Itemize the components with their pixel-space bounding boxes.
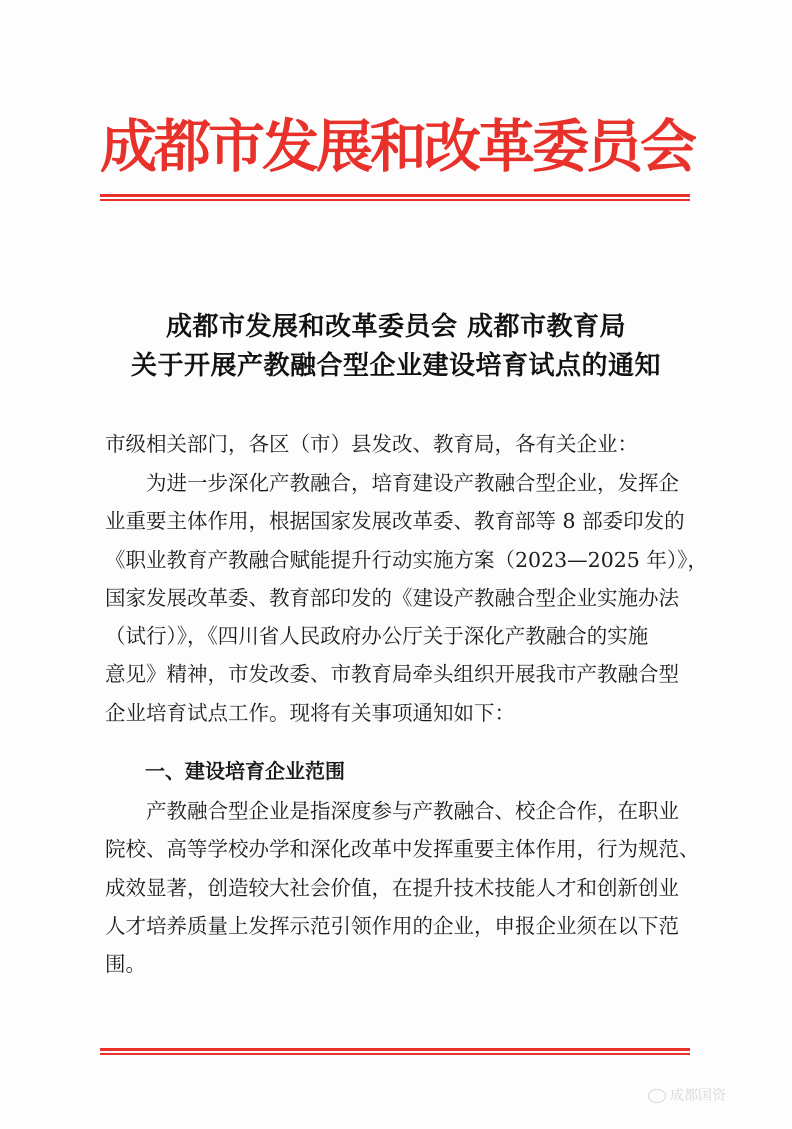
red-rule-thick [100, 194, 690, 197]
intro-line: 国家发展改革委、教育部印发的《建设产教融合型企业实施办法 [105, 585, 679, 610]
document-title-line1: 成都市发展和改革委员会 成都市教育局 [165, 312, 627, 342]
red-rule-thin [100, 199, 690, 201]
section1-paragraph [105, 792, 700, 983]
section1-line: 院校、高等学校办学和深化改革中发挥重要主体作用，行为规范、 [105, 837, 700, 862]
intro-paragraph [105, 464, 708, 732]
wechat-icon [648, 1089, 666, 1103]
watermark-text: 成都国资 [670, 1088, 726, 1104]
intro-line: （试行）》，《四川省人民政府办公厅关于深化产教融合的实施 [105, 624, 649, 649]
intro-line: 意见》精神，市发改委、市教育局牵头组织开展我市产教融合型 [105, 662, 679, 687]
intro-line: 业重要主体作用，根据国家发展改革委、教育部等 8 部委印发的 [105, 509, 685, 534]
red-rule-thin [100, 1053, 690, 1055]
footer-red-rule [100, 1048, 690, 1056]
intro-line: 为进一步深化产教融合，培育建设产教融合型企业，发挥企 [105, 471, 679, 495]
intro-line: 《职业教育产教融合赋能提升行动实施方案（2023—2025 年）》， [105, 547, 708, 572]
salutation-block [105, 425, 695, 463]
section1-heading: 一、建设培育企业范围 [105, 759, 345, 783]
red-rule-thick [100, 1048, 690, 1051]
salutation: 市级相关部门，各区（市）县发改、教育局，各有关企业： [105, 432, 638, 456]
masthead-red-rule [100, 194, 690, 202]
section1-heading-block [105, 752, 695, 790]
section1-line: 产教融合型企业是指深度参与产教融合、校企合作，在职业 [105, 799, 679, 823]
section1-line: 人才培养质量上发挥示范引领作用的企业，申报企业须在以下范 [105, 913, 679, 938]
watermark [648, 1085, 726, 1105]
masthead-org-name: 成都市发展和改革委员会 [100, 113, 694, 180]
section1-line: 成效显著，创造较大社会价值，在提升技术技能人才和创新创业 [105, 875, 679, 900]
document-title-line2: 关于开展产教融合型企业建设培育试点的通知 [130, 351, 661, 381]
section1-line: 围。 [105, 952, 146, 977]
intro-line: 企业培育试点工作。现将有关事项通知如下： [105, 700, 515, 725]
